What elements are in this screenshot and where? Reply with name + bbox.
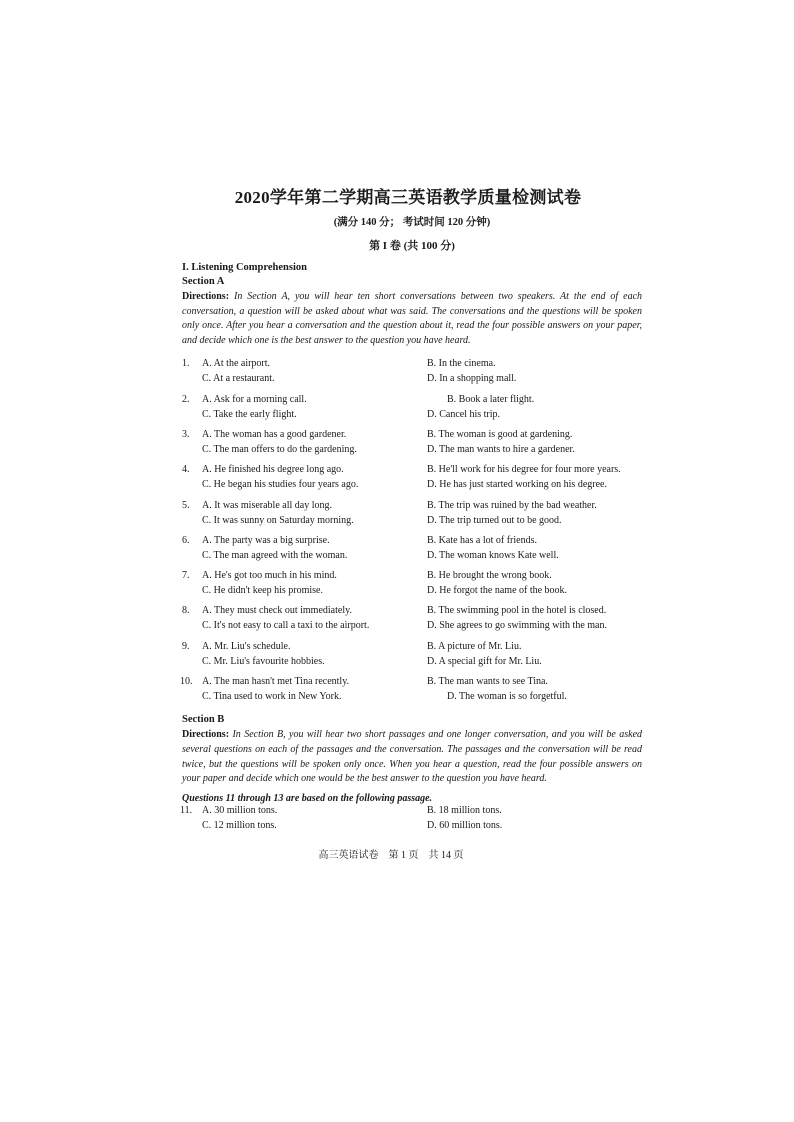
question-number: 1. — [182, 358, 190, 370]
question-2 — [182, 388, 642, 423]
option-c: C. At a restaurant. — [202, 373, 275, 385]
option-a: A. They must check out immediately. — [202, 605, 352, 617]
section-a-heading: Section A — [182, 276, 225, 287]
option-c: C. It was sunny on Saturday morning. — [202, 514, 354, 526]
question-6 — [182, 529, 642, 564]
option-a: A. The man hasn't met Tina recently. — [202, 676, 350, 688]
option-b: B. The swimming pool in the hotel is closed. — [427, 605, 607, 617]
option-d: D. In a shopping mall. — [427, 373, 517, 385]
option-b: B. He brought the wrong book. — [427, 570, 552, 582]
question-3 — [182, 423, 642, 458]
question-number: 6. — [182, 534, 190, 546]
option-c: C. The man offers to do the gardening. — [202, 443, 357, 455]
question-number: 11. — [180, 804, 193, 816]
question-10 — [182, 670, 642, 705]
question-8 — [182, 599, 642, 634]
option-a: A. He's got too much in his mind. — [202, 570, 337, 582]
option-b: B. 18 million tons. — [427, 804, 502, 816]
section-b — [182, 713, 642, 835]
exam-title: 2020学年第二学期高三英语教学质量检测试卷 — [234, 188, 582, 207]
option-b: B. He'll work for his degree for four more years. — [427, 464, 621, 476]
option-d: D. A special gift for Mr. Liu. — [427, 655, 542, 667]
directions-label: Directions: — [182, 729, 230, 741]
question-1 — [182, 352, 642, 387]
option-d: D. The man wants to hire a gardener. — [427, 443, 575, 455]
option-a: A. It was miserable all day long. — [202, 499, 332, 511]
option-d: D. He has just started working on his degree. — [427, 479, 607, 491]
listening-heading: I. Listening Comprehension — [182, 262, 307, 273]
option-c: C. He began his studies four years ago. — [202, 479, 359, 491]
option-a: A. The party was a big surprise. — [202, 534, 330, 546]
option-b: B. A picture of Mr. Liu. — [427, 640, 522, 652]
question-number: 5. — [182, 499, 190, 511]
option-c: C. Mr. Liu's favourite hobbies. — [202, 655, 325, 667]
directions-text: In Section B, you will hear two short passages and one longer conversation, and you will be asked several questions on each of the passages and the conversation. The passages and the conversation will be read twice, but the questions will be spoken only once. When you hear a question, read the four possible answers on your paper and decide which one would be the best answer to the question you have heard. — [182, 729, 643, 785]
option-d: D. She agrees to go swimming with the man. — [427, 620, 607, 632]
question-number: 3. — [182, 428, 190, 440]
question-number: 9. — [182, 640, 190, 652]
page-content — [182, 183, 642, 836]
option-c: C. Take the early flight. — [202, 408, 297, 420]
directions-label: Directions: — [182, 291, 230, 302]
question-number: 7. — [182, 570, 190, 582]
option-a: A. 30 million tons. — [202, 804, 278, 816]
section-a-directions — [182, 290, 642, 348]
question-7 — [182, 564, 642, 599]
option-b: B. In the cinema. — [427, 358, 496, 370]
question-number: 2. — [182, 393, 190, 405]
directions-text: In Section A, you will hear ten short conversations between two speakers. At the end of each conversation, a question will be asked about what was said. The conversations and the questions will be spoken only once. After you hear a conversation and the question about it, read the four possible answers on your paper, and decide which one is the best answer to the question you have heard. — [182, 291, 643, 346]
section-b-directions — [182, 728, 642, 786]
option-a: A. At the airport. — [202, 358, 271, 370]
question-5 — [182, 494, 642, 529]
question-9 — [182, 635, 642, 670]
option-c: C. It's not easy to call a taxi to the airport. — [202, 620, 370, 632]
option-a: A. Ask for a morning call. — [202, 393, 307, 405]
option-c: C. The man agreed with the woman. — [202, 549, 348, 561]
option-d: D. The woman knows Kate well. — [427, 549, 559, 561]
option-b: B. Kate has a lot of friends. — [427, 534, 537, 546]
option-b: B. Book a later flight. — [447, 393, 535, 405]
option-d: D. 60 million tons. — [427, 819, 503, 831]
question-number: 10. — [180, 676, 193, 688]
part-heading: 第 I 卷 (共 100 分) — [369, 240, 455, 252]
page-footer: 高三英语试卷 第 1 页 共 14 页 — [318, 850, 464, 861]
question-11 — [182, 804, 642, 836]
section-a-questions — [182, 352, 642, 705]
passage-heading: Questions 11 through 13 are based on the following passage. — [182, 792, 433, 804]
option-d: D. He forgot the name of the book. — [427, 585, 568, 597]
option-d: D. The trip turned out to be good. — [427, 514, 562, 526]
question-number: 4. — [182, 464, 190, 476]
question-4 — [182, 458, 642, 493]
exam-subtitle: (满分 140 分； 考试时间 120 分钟) — [333, 217, 491, 228]
option-d: D. Cancel his trip. — [427, 408, 501, 420]
option-c: C. Tina used to work in New York. — [202, 691, 342, 703]
option-a: A. The woman has a good gardener. — [202, 428, 347, 440]
section-b-heading: Section B — [182, 714, 225, 726]
option-b: B. The trip was ruined by the bad weather. — [427, 499, 597, 511]
option-a: A. Mr. Liu's schedule. — [202, 640, 291, 652]
option-b: B. The woman is good at gardening. — [427, 428, 573, 440]
option-c: C. 12 million tons. — [202, 819, 277, 831]
option-d: D. The woman is so forgetful. — [447, 691, 567, 703]
option-b: B. The man wants to see Tina. — [427, 676, 548, 688]
question-number: 8. — [182, 605, 190, 617]
option-c: C. He didn't keep his promise. — [202, 585, 323, 597]
option-a: A. He finished his degree long ago. — [202, 464, 344, 476]
